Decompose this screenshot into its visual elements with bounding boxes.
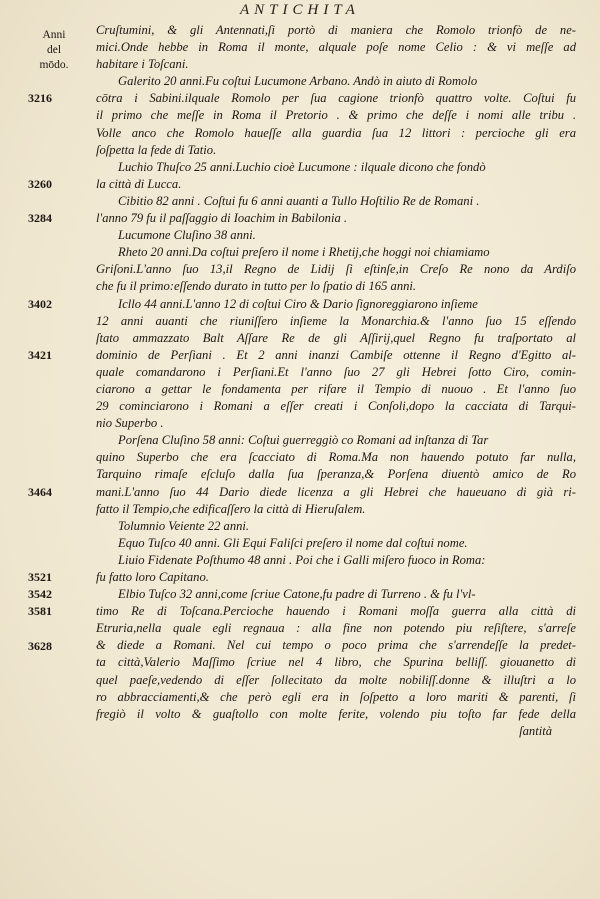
text-line: fu fatto loro Capitano.	[96, 570, 209, 584]
text-line: quale comandarono i Perſiani.Et l'anno ſuo 27 gli Hebrei ſotto Ciro, comin-	[96, 364, 576, 379]
text-line: quino Superbo che era ſcacciato di Roma.Ma non hauendo potuto far nulla,	[96, 450, 576, 465]
text-line: ſtato ammazzato Balt Aſſare Re de gli Aſſirij,quel Regno fu traſportato al	[96, 330, 576, 345]
year-marker: 3542	[28, 587, 52, 602]
text-line: Griſoni.L'anno ſuo 13,il Regno de Lidij ſi eſtinſe,in Creſo Re nono da Ardiſo	[96, 262, 576, 277]
text-line: habitare i Toſcani.	[96, 57, 189, 72]
body-text	[96, 22, 576, 740]
year-marker: 3628	[28, 638, 52, 653]
text-line: 29 cominciarono i Romani a eſſer creati i Conſoli,dopo la cacciata di Tarqui-	[96, 399, 576, 414]
text-line: Galerito 20 anni.Fu coſtui Lucumone Arbano. Andò in aiuto di Romolo	[118, 74, 478, 89]
text-line: Cibitio 82 anni . Coſtui fu 6 anni auanti a Tullo Hoſtilio Re de Romani .	[118, 193, 480, 208]
year-marker: 3260	[28, 176, 52, 191]
year-marker: 3216	[28, 91, 52, 106]
text-line: quel paeſe,vedendo di eſſer ſollecitato da molte nobiliſſ.donne & illuſtri a lo	[96, 672, 576, 687]
year-marker: 3464	[28, 484, 52, 499]
text-line: ro abbracciamenti,& che però egli era in ſoſpetto a loro mariti & parenti, ſi	[96, 689, 576, 704]
text-line: & diede a Romani. Nel cui tempo o poco prima che s'arrendeſſe la predet-	[96, 638, 576, 653]
text-line: nio Superbo .	[96, 416, 164, 431]
text-line: timo Re di Toſcana.Percioche hauendo i Romani moſſa guerra alla città di	[96, 604, 576, 619]
text-line: mani.L'anno ſuo 44 Dario diede licenza a gli Hebrei che haueuano di già ri-	[96, 484, 576, 499]
margin-title-line-3: mōdo.	[39, 59, 69, 71]
text-line: Tolumnio Veiente 22 anni.	[118, 518, 250, 533]
text-line: Icllo 44 anni.L'anno 12 di coſtui Ciro & Dario ſignoreggiarono inſieme	[118, 296, 478, 311]
text-line: Volle anco che Romolo haueſſe alla guardia ſua 12 littori : percioche gli era	[96, 125, 576, 140]
year-marker: 3521	[28, 570, 52, 585]
text-line: ciarono a gettar le fondamenta per rifare il Tempio di nuouo . Et l'anno ſuo	[96, 381, 576, 396]
text-line: dominio de Perſiani . Et 2 anni inanzi Cambiſe ottenne il Regno d'Egitto al-	[96, 347, 576, 362]
text-line: il primo che meſſe in Roma il Pretorio . & primo che deſſe i nomi alle tribu .	[96, 108, 576, 123]
text-line: Luchio Thuſco 25 anni.Luchio cioè Lucumone : ilquale dicono che fondò	[118, 159, 486, 174]
text-line: Etruria,nella quale egli regnaua : alla fine non potendo piu reſiſtere, s'arreſe	[96, 621, 576, 636]
text-line: Lucumone Cluſino 38 anni.	[118, 228, 256, 243]
text-line: cōtra i Sabini.ilquale Romolo per ſua cagione trionfò quattro volte. Coſtui fu	[96, 91, 576, 106]
text-line: ſoſpetta la fede di Tatio.	[96, 142, 217, 157]
text-line: ta città,Valerio Maſſimo ſcriue nel 4 libro, che Spurina belliſſ. giouanetto di	[96, 655, 576, 670]
running-header: ANTICHITA	[240, 2, 360, 18]
margin-title-line-1: Anni	[42, 29, 66, 41]
text-line: Rheto 20 anni.Da coſtui preſero il nome i Rhetij,che hoggi noi chiamiamo	[118, 245, 490, 260]
text-line: Cruſtumini, & gli Antennati,ſi portò di maniera che Romolo trionfò de ne-	[96, 23, 576, 37]
text-line: Porſena Cluſino 58 anni: Coſtui guerreggiò co Romani ad inſtanza di Tar	[118, 433, 489, 448]
margin-column-title	[32, 28, 76, 73]
text-line: la città di Lucca.	[96, 176, 182, 191]
text-line: mici.Onde hebbe in Roma il monte, alquale poſe nome Celio : & vi meſſe ad	[96, 40, 576, 55]
year-marker: 3284	[28, 211, 52, 226]
year-marker: 3421	[28, 347, 52, 362]
text-line: fatto il Tempio,che edificaſſero la città di Hieruſalem.	[96, 501, 366, 516]
text-line: ſantità	[519, 723, 552, 738]
text-line: Tarquino rimaſe eſcluſo dalla ſua ſperanza,& Porſena diuentò amico de Ro	[96, 467, 576, 482]
year-marker: 3581	[28, 604, 52, 619]
text-line: l'anno 79 fu il paſſaggio di Ioachim in Babilonia .	[96, 211, 348, 226]
text-line: Liuio Fidenate Poſthumo 48 anni . Poi che i Galli miſero fuoco in Roma:	[118, 552, 486, 567]
text-line: 12 anni auanti che riuniſſero inſieme la Monarchia.& l'anno ſuo 15 eſſendo	[96, 313, 576, 328]
year-marker: 3402	[28, 296, 52, 311]
text-line: Equo Tuſco 40 anni. Gli Equi Faliſci preſero il nome dal coſtui nome.	[118, 535, 468, 550]
text-line: che fu il primo:eſſendo durato in tutto per lo ſpatio di 165 anni.	[96, 279, 417, 294]
margin-title-line-2: del	[46, 44, 62, 56]
text-line: Elbio Tuſco 32 anni,come ſcriue Catone,fu padre di Turreno . & fu l'vl-	[118, 587, 476, 602]
text-line: fregiò il volto & guaſtollo con molte ferite, volendo piu toſto far fede della	[96, 706, 576, 721]
